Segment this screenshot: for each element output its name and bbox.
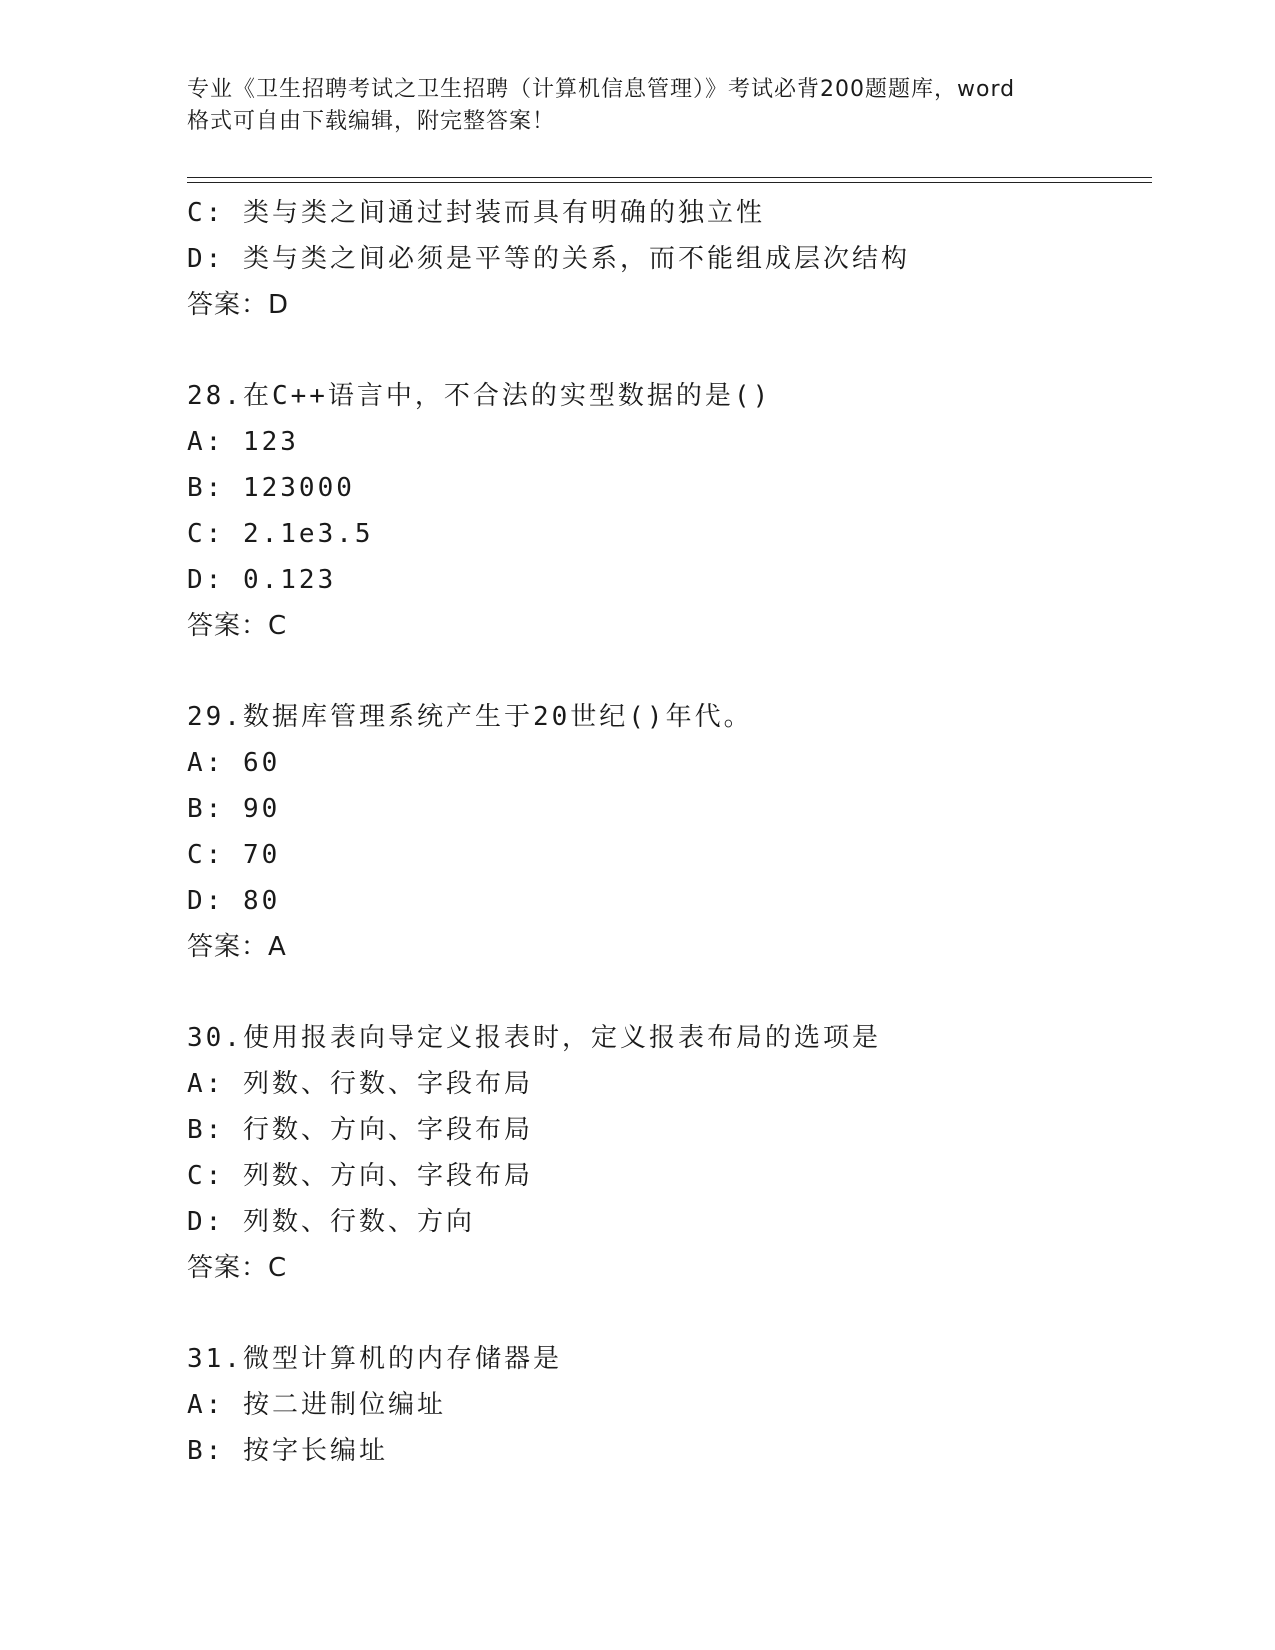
option-c: C: 70 xyxy=(187,840,281,870)
answer: 答案：C xyxy=(187,1253,288,1283)
option-d: D: 类与类之间必须是平等的关系，而不能组成层次结构 xyxy=(187,244,910,274)
option-b: B: 行数、方向、字段布局 xyxy=(187,1115,533,1145)
answer: 答案：A xyxy=(187,932,287,962)
option-d: D: 0.123 xyxy=(187,565,337,595)
question-list xyxy=(187,190,1167,1474)
header-line-1: 专业《卫生招聘考试之卫生招聘（计算机信息管理）》考试必背200题题库，word xyxy=(187,77,1016,102)
option-a: A: 按二进制位编址 xyxy=(187,1390,446,1420)
header-line-2: 格式可自由下载编辑，附完整答案！ xyxy=(187,109,556,134)
option-c: C: 类与类之间通过封装而具有明确的独立性 xyxy=(187,198,765,228)
answer: 答案：C xyxy=(187,611,288,641)
option-a: A: 60 xyxy=(187,748,281,778)
document-header xyxy=(187,74,1087,138)
option-b: B: 按字长编址 xyxy=(187,1436,388,1466)
answer: 答案：D xyxy=(187,290,290,320)
option-b: B: 90 xyxy=(187,794,281,824)
option-c: C: 列数、方向、字段布局 xyxy=(187,1161,533,1191)
question-text: 28.在C++语言中，不合法的实型数据的是() xyxy=(187,381,772,411)
question-29 xyxy=(187,694,1167,970)
question-28 xyxy=(187,373,1167,649)
header-rule-top xyxy=(187,177,1152,178)
question-31 xyxy=(187,1336,1167,1474)
question-text: 30.使用报表向导定义报表时，定义报表布局的选项是 xyxy=(187,1023,881,1053)
question-text: 29.数据库管理系统产生于20世纪()年代。 xyxy=(187,702,753,732)
option-d: D: 列数、行数、方向 xyxy=(187,1207,475,1237)
question-text: 31.微型计算机的内存储器是 xyxy=(187,1344,562,1374)
option-b: B: 123000 xyxy=(187,473,355,503)
question-fragment xyxy=(187,190,1167,328)
option-c: C: 2.1e3.5 xyxy=(187,519,374,549)
question-30 xyxy=(187,1015,1167,1291)
option-a: A: 列数、行数、字段布局 xyxy=(187,1069,533,1099)
option-d: D: 80 xyxy=(187,886,281,916)
header-rule-bottom xyxy=(187,182,1152,183)
option-a: A: 123 xyxy=(187,427,299,457)
